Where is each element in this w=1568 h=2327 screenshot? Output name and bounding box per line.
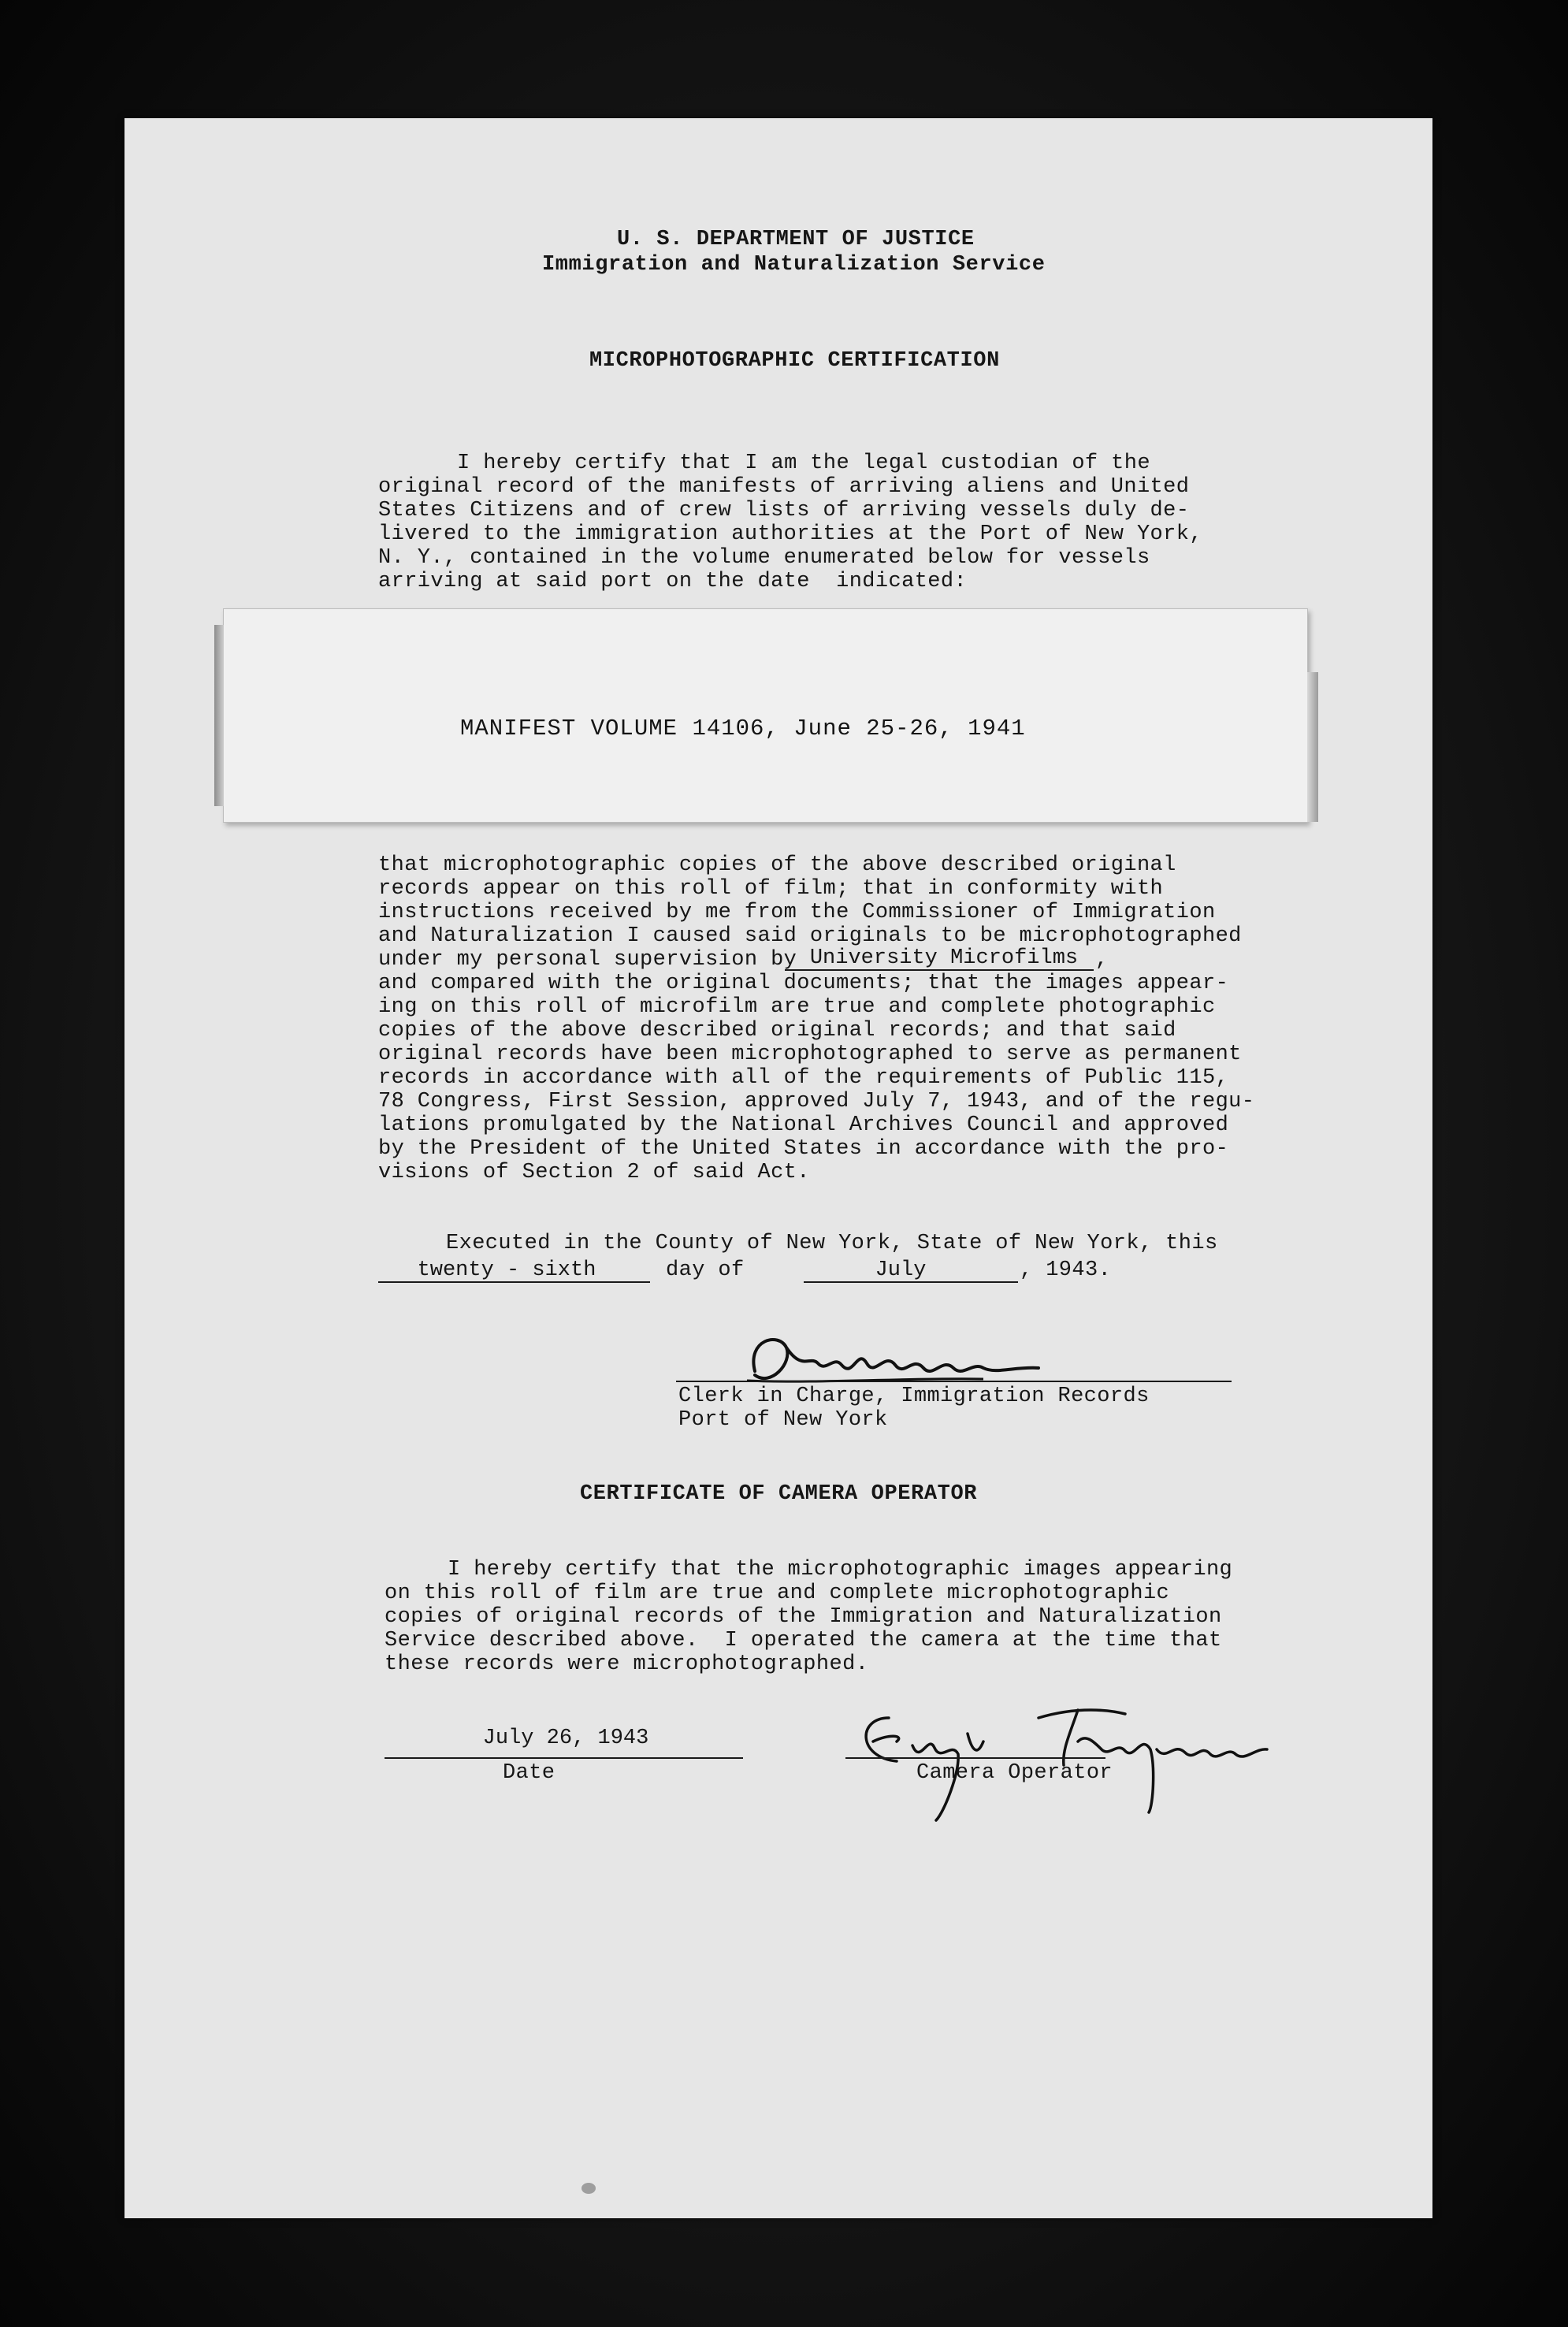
day-underline — [378, 1281, 650, 1283]
body-line: copies of the above described original records; and that said — [378, 1019, 1176, 1043]
intro-line: N. Y., contained in the volume enumerated below for vessels — [378, 546, 1150, 570]
camera-line: copies of original records of the Immigration and Naturalization — [385, 1605, 1222, 1629]
certification-title: MICROPHOTOGRAPHIC CERTIFICATION — [589, 349, 1000, 373]
certificate-page — [124, 118, 1432, 2218]
clerk-location: Port of New York — [678, 1408, 888, 1432]
day-of-label: day of — [666, 1258, 745, 1282]
slip-shadow — [214, 625, 224, 806]
camera-date-value: July 26, 1943 — [482, 1727, 649, 1750]
service-heading: Immigration and Naturalization Service — [542, 253, 1046, 277]
body-line: and compared with the original documents; that the images appear- — [378, 972, 1229, 995]
camera-line: Service described above. I operated the camera at the time that — [385, 1629, 1222, 1652]
body-line: original records have been microphotographed to serve as permanent — [378, 1043, 1242, 1066]
body-line: under my personal supervision by — [378, 948, 797, 972]
camera-line: these records were microphotographed. — [385, 1652, 869, 1676]
camera-line: on this roll of film are true and complete microphotographic — [385, 1582, 1170, 1605]
intro-line: arriving at said port on the date indicated: — [378, 570, 968, 593]
operator-label: Camera Operator — [916, 1761, 1113, 1785]
operator-signature — [842, 1686, 1283, 1832]
manifest-volume-slip — [223, 608, 1308, 823]
body-line: visions of Section 2 of said Act. — [378, 1161, 810, 1184]
intro-line: I hereby certify that I am the legal custodian of the — [457, 452, 1150, 475]
body-line: records appear on this roll of film; that in conformity with — [378, 877, 1164, 901]
execution-month: July — [875, 1258, 927, 1282]
date-label: Date — [503, 1761, 555, 1785]
date-underline — [385, 1757, 743, 1759]
intro-line: States Citizens and of crew lists of arriving vessels duly de- — [378, 499, 1190, 522]
department-heading: U. S. DEPARTMENT OF JUSTICE — [617, 228, 975, 251]
body-line: by the President of the United States in accordance with the pro- — [378, 1137, 1229, 1161]
body-line: lations promulgated by the National Archives Council and approved — [378, 1113, 1229, 1137]
body-line: instructions received by me from the Commissioner of Immigration — [378, 901, 1216, 924]
slip-shadow — [1307, 672, 1318, 822]
execution-line: Executed in the County of New York, State of New York, this — [446, 1232, 1218, 1255]
body-line: and Naturalization I caused said originals to be microphotographed — [378, 924, 1242, 948]
body-line: ing on this roll of microfilm are true and complete photographic — [378, 995, 1216, 1019]
intro-line: livered to the immigration authorities at the Port of New York, — [378, 522, 1202, 546]
body-line: that microphotographic copies of the above described original — [378, 853, 1176, 877]
operator-signature-line — [845, 1757, 1105, 1759]
clerk-signature-line — [676, 1381, 1232, 1382]
film-speck — [581, 2183, 596, 2194]
supervisor-name: University Microfilms — [809, 946, 1079, 970]
month-underline — [804, 1281, 1018, 1283]
supervisor-comma: , — [1095, 948, 1109, 972]
body-line: records in accordance with all of the requirements of Public 115, — [378, 1066, 1229, 1090]
execution-year: , 1943. — [1020, 1258, 1112, 1282]
manifest-volume-label: MANIFEST VOLUME 14106, June 25-26, 1941 — [460, 716, 1026, 742]
camera-certificate-title: CERTIFICATE OF CAMERA OPERATOR — [580, 1482, 978, 1506]
intro-line: original record of the manifests of arriving aliens and United — [378, 475, 1190, 499]
clerk-title: Clerk in Charge, Immigration Records — [678, 1385, 1150, 1408]
execution-day: twenty - sixth — [417, 1258, 596, 1282]
camera-line: I hereby certify that the microphotographic images appearing — [448, 1558, 1233, 1582]
body-line: 78 Congress, First Session, approved July 7, 1943, and of the regu- — [378, 1090, 1255, 1113]
